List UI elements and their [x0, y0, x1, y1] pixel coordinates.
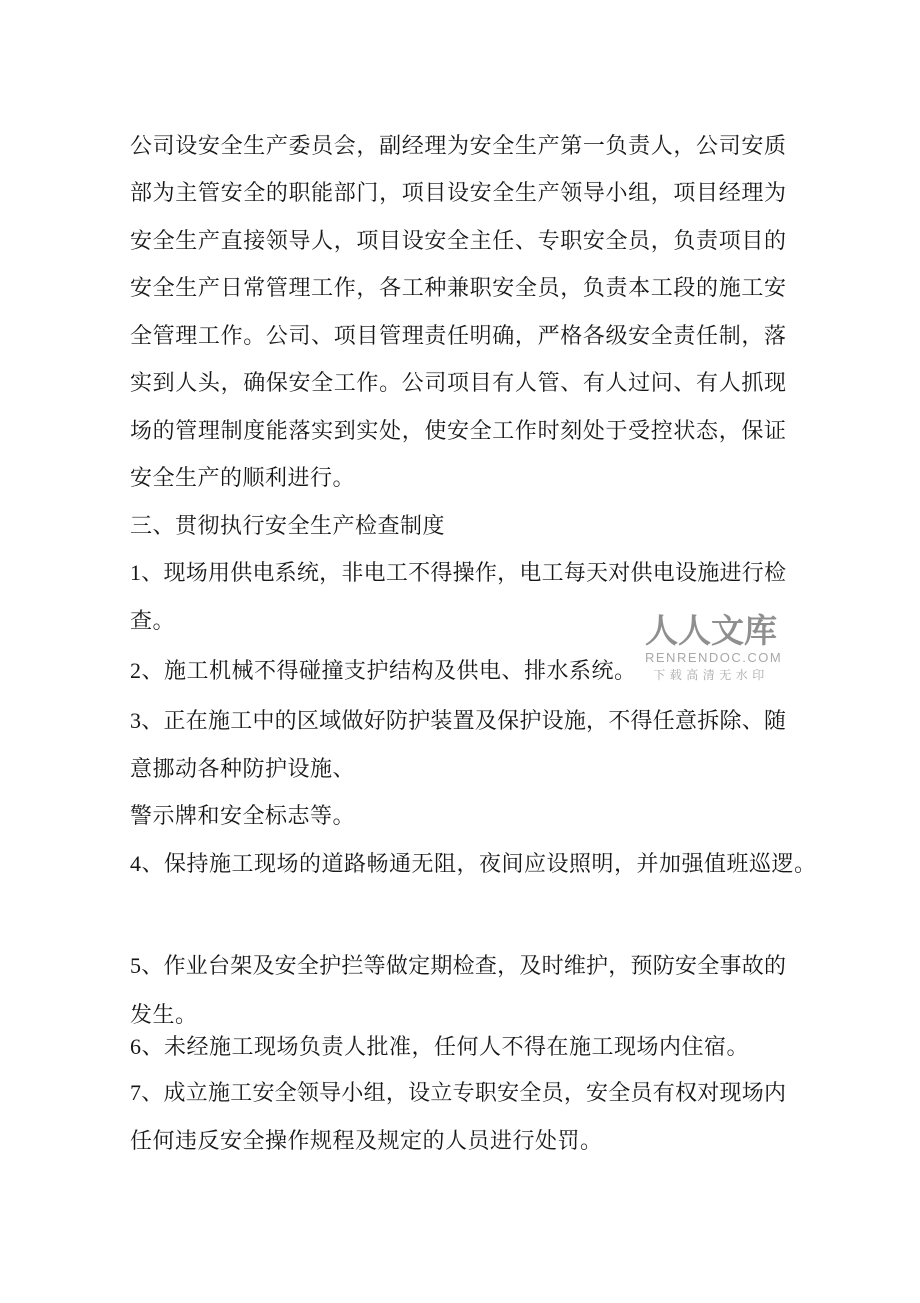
- document-line: 3、正在施工中的区域做好防护装置及保护设施，不得任意拆除、随: [130, 708, 786, 733]
- document-line: 7、成立施工安全领导小组，设立专职安全员，安全员有权对现场内: [130, 1080, 786, 1105]
- document-line: 4、保持施工现场的道路畅通无阻，夜间应设照明，并加强值班巡逻。: [130, 851, 817, 876]
- document-line: 场的管理制度能落实到实处，使安全工作时刻处于受控状态，保证: [130, 418, 786, 443]
- document-line: 发生。: [130, 1002, 198, 1027]
- watermark-tagline: 下载高清无水印: [653, 668, 769, 682]
- document-line: 警示牌和安全标志等。: [130, 803, 356, 828]
- document-line: 2、施工机械不得碰撞支护结构及供电、排水系统。: [130, 658, 637, 683]
- watermark-title: 人人文库: [645, 614, 777, 650]
- document-line: 1、现场用供电系统，非电工不得操作，电工每天对供电设施进行检: [130, 560, 786, 585]
- document-line: 安全生产的顺利进行。: [130, 465, 356, 490]
- document-line: 安全生产直接领导人，项目设安全主任、专职安全员，负责项目的: [130, 228, 786, 253]
- document-line: 公司设安全生产委员会，副经理为安全生产第一负责人，公司安质: [130, 133, 786, 158]
- document-line: 查。: [130, 608, 176, 633]
- document-line: 意挪动各种防护设施、: [130, 756, 356, 781]
- document-line: 实到人头，确保安全工作。公司项目有人管、有人过问、有人抓现: [130, 370, 786, 395]
- document-line: 安全生产日常管理工作，各工种兼职安全员，负责本工段的施工安: [130, 275, 786, 300]
- document-line: 部为主管安全的职能部门，项目设安全生产领导小组，项目经理为: [130, 180, 786, 205]
- watermark-site-url: RENRENDOC.COM: [645, 650, 783, 665]
- document-line: 任何违反安全操作规程及规定的人员进行处罚。: [130, 1128, 603, 1153]
- document-line: 三、贯彻执行安全生产检查制度: [130, 513, 446, 538]
- document-line: 5、作业台架及安全护拦等做定期检查，及时维护，预防安全事故的: [130, 953, 786, 978]
- document-line: 全管理工作。公司、项目管理责任明确，严格各级安全责任制，落: [130, 323, 786, 348]
- watermark: [645, 614, 783, 682]
- document-line: 6、未经施工现场负责人批准，任何人不得在施工现场内住宿。: [130, 1034, 750, 1059]
